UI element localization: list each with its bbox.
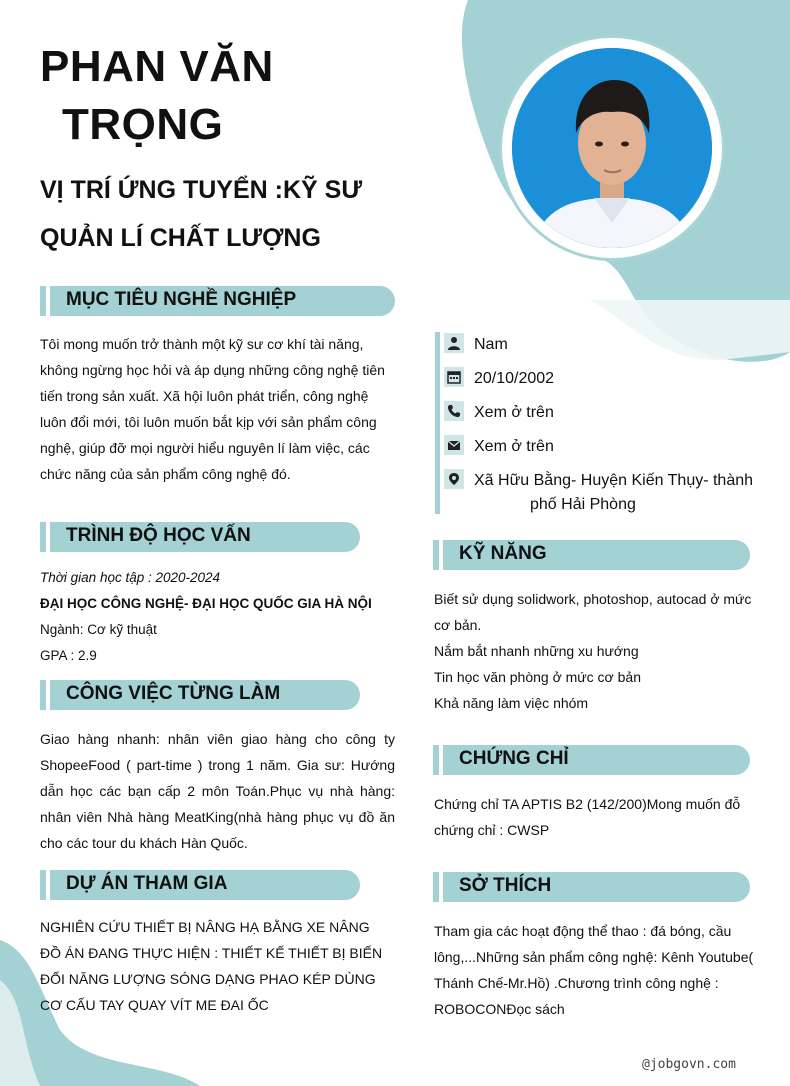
calendar-icon (444, 367, 464, 387)
skill-item: Nắm bắt nhanh những xu hướng (434, 643, 639, 659)
skills-text (434, 586, 764, 716)
hobby-line: ROBOCONĐọc sách (434, 1001, 565, 1017)
hobbies-text (434, 918, 764, 1022)
experience-title: CÔNG VIỆC TỪNG LÀM (66, 683, 281, 704)
avatar (512, 48, 712, 248)
hobby-line: lông,...Những sản phẩm công nghệ: Kênh Youtube( (434, 949, 754, 965)
objective-line: không ngừng học hỏi và áp dụng những công nghệ tiên (40, 362, 385, 378)
objective-title: MỤC TIÊU NGHỀ NGHIỆP (66, 289, 297, 310)
education-title: TRÌNH ĐỘ HỌC VẤN (66, 525, 251, 546)
objective-line: tiến trong sản xuất. Xã hội luôn phát triển, công nghệ (40, 388, 369, 404)
skills-title: KỸ NĂNG (459, 543, 547, 564)
certificate-item: Chứng chỉ TA APTIS B2 (142/200)Mong muốn đỗ (434, 796, 741, 812)
hobby-line: Thánh Chế-Mr.Hồ) .Chương trình công nghệ : (434, 975, 719, 991)
certificates-text (434, 791, 764, 843)
skill-item: cơ bản. (434, 617, 482, 633)
location-icon (444, 469, 464, 489)
certificate-item: chứng chỉ : CWSP (434, 822, 550, 838)
projects-text (40, 914, 395, 1018)
candidate-name (40, 38, 274, 154)
watermark: @jobgovn.com (642, 1057, 736, 1072)
name-line-2: TRỌNG (62, 100, 224, 149)
certificates-header (443, 745, 750, 775)
phone-icon (444, 401, 464, 421)
education-school: ĐẠI HỌC CÔNG NGHỆ- ĐẠI HỌC QUỐC GIA HÀ NỘI (40, 596, 372, 611)
education-period: Thời gian học tập : 2020-2024 (40, 570, 221, 585)
objective-line: chức năng của sản phẩm công nghệ đó. (40, 466, 291, 482)
projects-title: DỰ ÁN THAM GIA (66, 873, 228, 894)
objective-line: nghệ, giúp đỡ mọi người hiểu nguyên lí làm việc, các (40, 440, 370, 456)
address-line-1: Xã Hữu Bằng- Huyện Kiến Thụy- thành (474, 472, 754, 489)
objective-text (40, 331, 400, 487)
objective-header (50, 286, 395, 316)
skills-header (443, 540, 750, 570)
education-gpa: GPA : 2.9 (40, 648, 97, 663)
skill-item: Tin học văn phòng ở mức cơ bản (434, 669, 641, 685)
position-title (40, 166, 420, 262)
position-line-1: VỊ TRÍ ỨNG TUYỂN :KỸ SƯ (40, 176, 363, 204)
projects-header (50, 870, 360, 900)
education-details (40, 565, 400, 669)
project-item: NGHIÊN CỨU THIẾT BỊ NÂNG HẠ BẰNG XE NÂNG (40, 919, 370, 935)
birthday-value: 20/10/2002 (474, 370, 555, 387)
education-major: Ngành: Cơ kỹ thuật (40, 622, 157, 637)
gender-value: Nam (474, 336, 508, 353)
skill-item: Khả năng làm việc nhóm (434, 695, 589, 711)
objective-line: luôn đổi mới, tôi luôn muốn bắt kịp với sản phẩm công (40, 414, 377, 430)
hobbies-title: SỞ THÍCH (459, 875, 552, 896)
project-item: ĐỒ ÁN ĐANG THỰC HIỆN : THIẾT KẾ THIẾT BỊ BIẾN ĐỔI NĂNG LƯỢNG SÓNG DẠNG PHAO KÉP DÙNG CƠ CẤU TAY QUAY VÍT ME ĐAI ỐC (40, 945, 383, 1013)
address-line-2: phố Hải Phòng (530, 496, 636, 513)
experience-header (50, 680, 360, 710)
position-line-2: QUẢN LÍ CHẤT LƯỢNG (40, 224, 321, 252)
objective-line: Tôi mong muốn trở thành một kỹ sư cơ khí tài năng, (40, 336, 364, 352)
education-header (50, 522, 360, 552)
email-value: Xem ở trên (474, 438, 554, 455)
name-line-1: PHAN VĂN (40, 42, 274, 91)
hobby-line: Tham gia các hoạt động thể thao : đá bóng, cầu (434, 923, 732, 939)
skill-item: Biết sử dụng solidwork, photoshop, autocad ở mức (434, 591, 752, 607)
phone-value: Xem ở trên (474, 404, 554, 421)
person-icon (444, 333, 464, 353)
mail-icon (444, 435, 464, 455)
hobbies-header (443, 872, 750, 902)
contact-bar (435, 332, 440, 514)
experience-text: Giao hàng nhanh: nhân viên giao hàng cho công ty ShopeeFood ( part-time ) trong 1 năm. Gia sư: Hướng dẫn học các bạn cấp 2 môn Toán.Phục vụ nhà hàng: nhân viên Nhà hàng MeatKing(nhà hàng phục vụ đồ ăn cho các tour du khách Hàn Quốc. (40, 731, 395, 851)
certificates-title: CHỨNG CHỈ (459, 748, 569, 769)
